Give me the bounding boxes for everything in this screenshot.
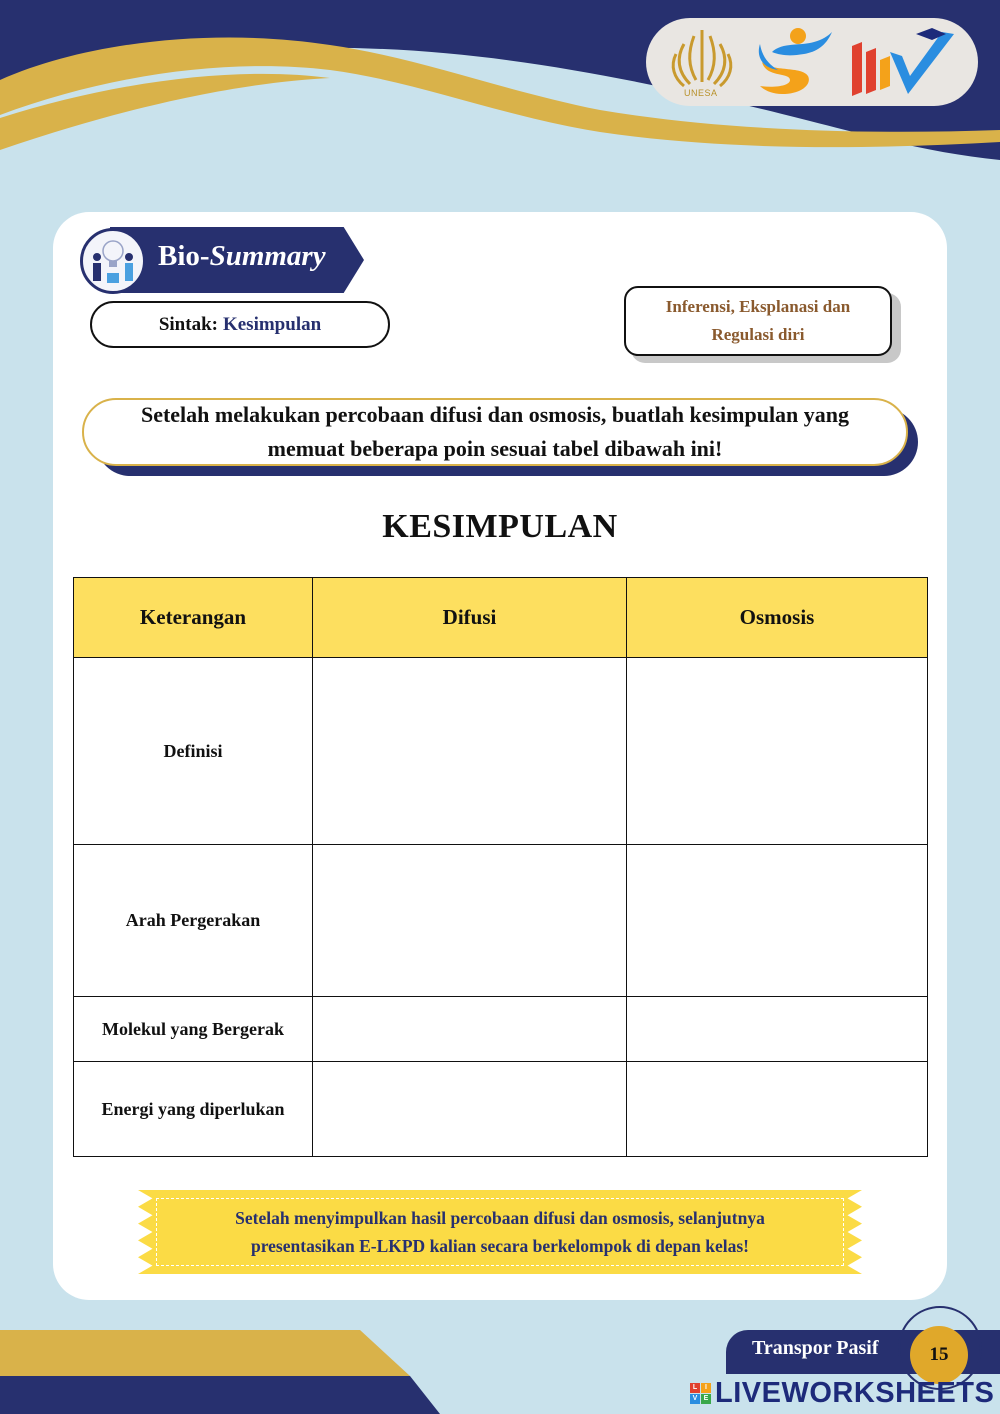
note-line-2: presentasikan E-LKPD kalian secara berkelompok di depan kelas! [250,1236,749,1256]
answer-energi-difusi[interactable] [313,1062,627,1157]
badge-letter: L [690,1383,700,1393]
answer-arah-difusi[interactable] [313,845,627,997]
page-number: 15 [910,1326,968,1384]
answer-arah-osmosis[interactable] [627,845,928,997]
unesa-caption: UNESA [684,88,718,98]
title-italic: Summary [209,240,326,272]
table-row [74,997,928,1062]
title-prefix: Bio- [158,240,210,272]
instruction-box [82,398,908,466]
sintak-badge [90,301,390,348]
skills-box [624,286,892,356]
header-difusi: Difusi [313,578,627,658]
table-row [74,658,928,845]
skills-line-1: Inferensi, Eksplanasi dan [665,297,851,316]
answer-molekul-difusi[interactable] [313,997,627,1062]
footer-topic: Transpor Pasif [752,1337,879,1359]
header-keterangan: Keterangan [74,578,313,658]
instruction-line-2: memuat beberapa poin sesuai tabel dibawah ini! [267,436,723,461]
answer-definisi-osmosis[interactable] [627,658,928,845]
header-osmosis: Osmosis [627,578,928,658]
badge-letter: V [690,1394,700,1404]
people-logo-icon [752,22,836,102]
table-header-row [74,578,928,658]
row-label-definisi: Definisi [74,658,313,845]
liveworksheets-watermark [690,1375,994,1411]
answer-definisi-difusi[interactable] [313,658,627,845]
badge-letter: E [701,1394,711,1404]
table-row [74,845,928,997]
instruction-line-1: Setelah melakukan percobaan difusi dan osmosis, buatlah kesimpulan yang [140,402,850,427]
note-line-1: Setelah menyimpulkan hasil percobaan difusi dan osmosis, selanjutnya [235,1208,765,1228]
section-title [158,240,326,273]
note-text [156,1198,844,1266]
answer-molekul-osmosis[interactable] [627,997,928,1062]
answer-energi-osmosis[interactable] [627,1062,928,1157]
summary-table [73,577,928,1157]
liveworksheets-badge-icon [690,1383,711,1404]
team-illustration-icon [83,231,143,291]
sintak-label: Sintak: [158,313,218,335]
page-heading: KESIMPULAN [382,508,618,545]
skills-line-2: Regulasi diri [711,325,805,344]
row-label-arah-pergerakan: Arah Pergerakan [74,845,313,997]
row-label-energi: Energi yang diperlukan [74,1062,313,1157]
watermark-text: LIVEWORKSHEETS [715,1376,995,1409]
row-label-molekul: Molekul yang Bergerak [74,997,313,1062]
table-row [74,1062,928,1157]
lkpd-check-logo-icon [846,24,958,104]
badge-letter: I [701,1383,711,1393]
banner-illustration [80,228,146,294]
sintak-value: Kesimpulan [222,313,322,335]
